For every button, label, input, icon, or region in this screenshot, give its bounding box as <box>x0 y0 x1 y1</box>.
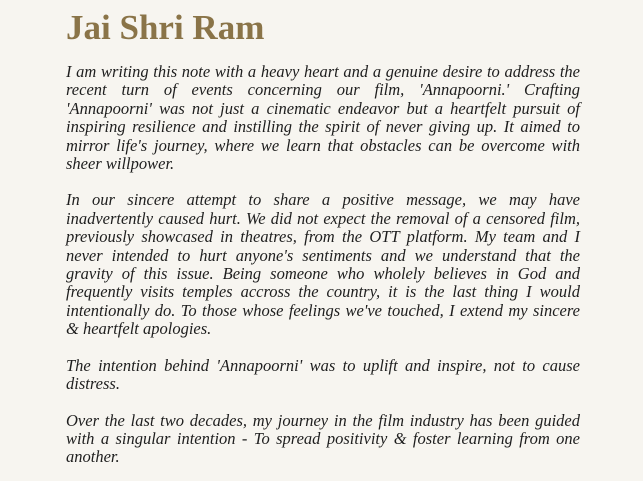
document-title: Jai Shri Ram <box>66 8 265 47</box>
document-body <box>66 63 580 481</box>
paragraph-2: In our sincere attempt to share a positive message, we may have inadvertently caused hurt. We did not expect the removal of a censored film, previously showcased in theatres, from the OTT platform. My team and I never intended to hurt anyone's sentiments and we understand that the gravity of this issue. Being someone who wholely believes in God and frequently visits temples accross the country, it is the last thing I would intentionally do. To those whose feelings we've touched, I extend my sincere & heartfelt apologies. <box>66 190 580 339</box>
paragraph-1: I am writing this note with a heavy heart and a genuine desire to address the recent turn of events concerning our film, 'Annapoorni.' Crafting 'Annapoorni' was not just a cinematic endeavor but a heartfelt pursuit of inspiring resilience and instilling the spirit of never giving up. It aimed to mirror life's journey, where we learn that obstacles can be overcome with sheer willpower. <box>66 62 580 174</box>
paragraph-3: The intention behind 'Annapoorni' was to uplift and inspire, not to cause distress. <box>66 355 580 394</box>
paragraph-4: Over the last two decades, my journey in the film industry has been guided with a singular intention - To spread positivity & foster learning from one another. <box>66 410 580 467</box>
